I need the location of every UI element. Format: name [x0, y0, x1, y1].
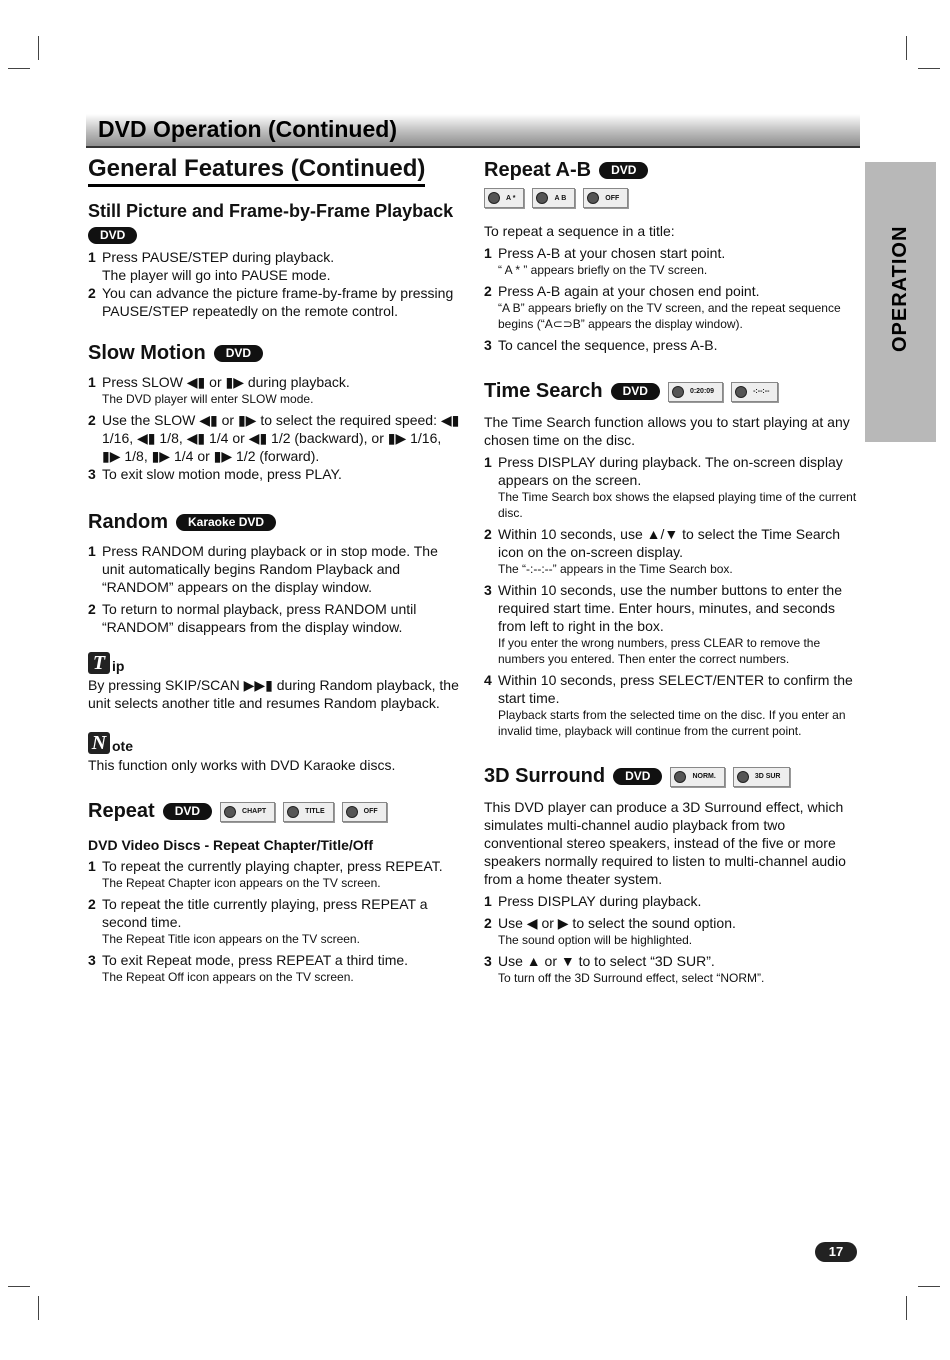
note-icon: N: [88, 732, 110, 754]
list-item: 3 Within 10 seconds, use the number buttons to enter the required start time. Enter hours, minutes, and seconds from left to right in the box. If you enter the wrong numbers, press CLEAR to remove the numbers you entered. Then enter the correct numbers.: [484, 582, 842, 666]
list-item: 1 Press DISPLAY during playback.: [484, 893, 702, 909]
side-tab-label: OPERATION: [889, 225, 911, 352]
section-banner: [86, 114, 860, 148]
list-item: 3 To exit slow motion mode, press PLAY.: [88, 466, 342, 482]
repeat-title-icon: TITLE: [283, 802, 333, 822]
tip-box: [88, 652, 463, 712]
right-column: [484, 155, 860, 986]
crop-mark: [906, 36, 907, 60]
note-box: [88, 732, 463, 774]
slow-title: Slow Motion: [88, 342, 206, 364]
repeat-off-icon: OFF: [342, 802, 387, 822]
note-text: This function only works with DVD Karaoke discs.: [88, 757, 396, 773]
crop-mark: [918, 1286, 940, 1287]
list-item: 4 Within 10 seconds, press SELECT/ENTER to confirm the start time. Playback starts from the selected time on the disc. If you enter an invalid time, playback will continue from the current point.: [484, 672, 853, 738]
surround-intro: This DVD player can produce a 3D Surround effect, which simulates multi-channel audio playback from two conventional stereo speakers, instead of the five or more speakers normally required to listen to multi-channel audio from a home theater system.: [484, 799, 846, 887]
list-item: 2 To repeat the title currently playing, press REPEAT a second time. The Repeat Title icon appears on the TV screen.: [88, 896, 428, 946]
time-search-section: [484, 380, 860, 739]
repeat-title: Repeat: [88, 800, 155, 822]
slow-section: [88, 342, 463, 483]
list-item: 1 Press RANDOM during playback or in stop mode. The unit automatically begins Random Playback and “RANDOM” appears on the display window.: [88, 543, 438, 595]
crop-mark: [38, 1296, 39, 1320]
still-title: Still Picture and Frame-by-Frame Playback: [88, 201, 454, 221]
tip-label: ip: [112, 658, 125, 674]
dvd-badge: DVD: [163, 803, 212, 820]
list-item: 2 Within 10 seconds, use ▲/▼ to select the Time Search icon on the on-screen display. The “-:--:--” appears in the Time Search box.: [484, 526, 841, 576]
crop-mark: [918, 68, 940, 69]
list-item: 2 Use the SLOW ◀▮ or ▮▶ to select the required speed: ◀▮ 1/16, ◀▮ 1/8, ◀▮ 1/4 or ◀▮ 1/2 (backward), or ▮▶ 1/16, ▮▶ 1/8, ▮▶ 1/4 or ▮▶ 1/2 (forward).: [88, 412, 460, 464]
dvd-badge: DVD: [214, 345, 263, 362]
banner-title: DVD Operation (Continued): [98, 116, 397, 142]
list-item: 3 To cancel the sequence, press A-B.: [484, 337, 718, 353]
list-item: 1 Press PAUSE/STEP during playback. The player will go into PAUSE mode.: [88, 249, 335, 283]
time-search-box-icon: -:--:--: [731, 382, 778, 402]
repeat-chapter-icon: CHAPT: [220, 802, 275, 822]
tip-text: By pressing SKIP/SCAN ▶▶▮ during Random playback, the unit selects another title and resumes Random playback.: [88, 677, 459, 711]
karaoke-dvd-badge: Karaoke DVD: [176, 514, 276, 531]
3d-sur-icon: 3D SUR: [733, 767, 790, 787]
list-item: 2 To return to normal playback, press RANDOM until “RANDOM” disappears from the display window.: [88, 601, 417, 635]
list-item: 2 You can advance the picture frame-by-frame by pressing PAUSE/STEP repeatedly on the remote control.: [88, 285, 454, 319]
elapsed-time-icon: 0:20:09: [668, 382, 723, 402]
surround-section: [484, 765, 860, 986]
list-item: 2 Press A-B again at your chosen end point. “A B” appears briefly on the TV screen, and the repeat sequence begins (“A⊂⊃B” appears the display window).: [484, 283, 841, 331]
page-number: 17: [815, 1242, 857, 1262]
repeat-a-icon: A *: [484, 188, 524, 208]
norm-icon: NORM.: [670, 767, 724, 787]
tip-icon: T: [88, 652, 110, 674]
left-column: [88, 155, 463, 985]
dvd-badge: DVD: [88, 227, 137, 244]
time-search-intro: The Time Search function allows you to start playing at any chosen time on the disc.: [484, 414, 850, 448]
side-tab: [865, 162, 936, 442]
random-title: Random: [88, 511, 168, 533]
dvd-badge: DVD: [599, 162, 648, 179]
still-section: [88, 201, 463, 320]
page-heading: General Features (Continued): [88, 155, 425, 187]
list-item: 3 To exit Repeat mode, press REPEAT a third time. The Repeat Off icon appears on the TV screen.: [88, 952, 409, 984]
dvd-badge: DVD: [613, 768, 662, 785]
crop-mark: [906, 1296, 907, 1320]
list-item: 1 To repeat the currently playing chapter, press REPEAT. The Repeat Chapter icon appears on the TV screen.: [88, 858, 443, 890]
repeat-section: [88, 800, 463, 985]
crop-mark: [38, 36, 39, 60]
list-item: 3 Use ▲ or ▼ to to select “3D SUR”. To turn off the 3D Surround effect, select “NORM”.: [484, 953, 765, 985]
repeat-off-icon: OFF: [583, 188, 628, 208]
note-label: ote: [112, 738, 133, 754]
crop-mark: [8, 1286, 30, 1287]
list-item: 1 Press A-B at your chosen start point. “ A * ” appears briefly on the TV screen.: [484, 245, 726, 277]
repeat-subtitle: DVD Video Discs - Repeat Chapter/Title/Off: [88, 837, 373, 853]
list-item: 1 Press DISPLAY during playback. The on-screen display appears on the screen. The Time Search box shows the elapsed playing time of the current disc.: [484, 454, 857, 520]
random-section: [88, 511, 463, 636]
time-search-title: Time Search: [484, 380, 603, 402]
list-item: 1 Press SLOW ◀▮ or ▮▶ during playback. The DVD player will enter SLOW mode.: [88, 374, 350, 406]
list-item: 2 Use ◀ or ▶ to select the sound option. The sound option will be highlighted.: [484, 915, 736, 947]
repeat-ab-title: Repeat A-B: [484, 159, 592, 181]
surround-title: 3D Surround: [484, 765, 606, 787]
repeat-ab-icon: A B: [532, 188, 575, 208]
repeat-ab-intro: To repeat a sequence in a title:: [484, 223, 675, 239]
dvd-badge: DVD: [611, 383, 660, 400]
crop-mark: [8, 68, 30, 69]
repeat-ab-section: [484, 159, 860, 354]
